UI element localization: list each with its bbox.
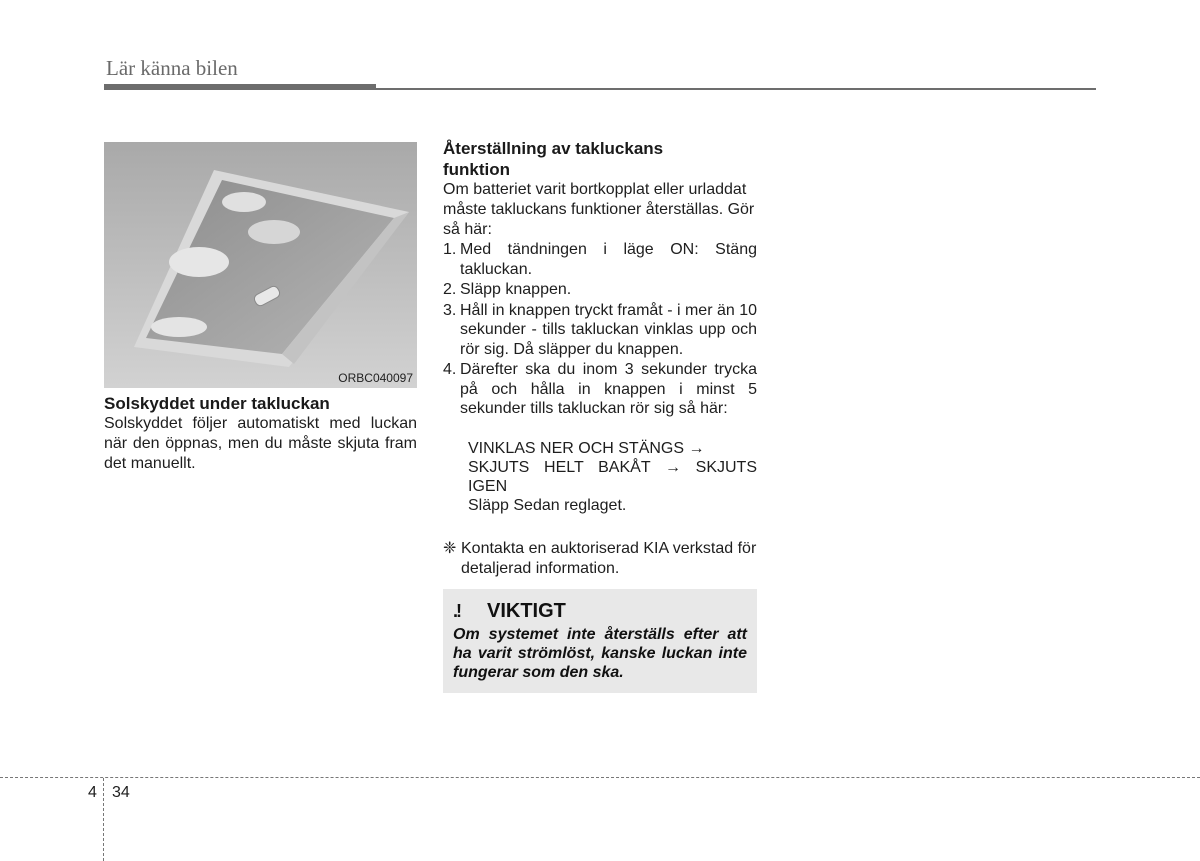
header-rule-thick	[104, 84, 376, 90]
footer-divider	[0, 777, 1200, 778]
step-item	[443, 280, 757, 300]
step-item	[443, 240, 757, 279]
sequence-line-2: SKJUTS HELT BAKÅT → SKJUTS IGEN	[468, 458, 757, 495]
step-number: 3.	[443, 301, 457, 319]
step-number: 4.	[443, 361, 457, 378]
warning-icon: .!	[453, 601, 460, 621]
reset-heading-line2: funktion	[443, 160, 511, 179]
page-header-title: Lär känna bilen	[106, 56, 238, 80]
warning-title: VIKTIGT	[487, 600, 566, 622]
note-symbol-icon: ❈	[443, 539, 457, 557]
reset-heading-line1: Återställning av takluckans	[443, 139, 664, 158]
reset-steps	[443, 240, 757, 419]
step-text: Med tändningen i läge ON: Stäng takluckan.	[460, 241, 757, 278]
sunroof-figure	[104, 142, 417, 388]
footer-vertical-divider	[103, 778, 104, 861]
step-number: 1.	[443, 241, 457, 258]
warning-text: Om systemet inte återställs efter att ha varit strömlöst, kanske luckan inte fungerar som den ska.	[453, 625, 747, 681]
step-number: 2.	[443, 281, 457, 298]
note-text: Kontakta en auktoriserad KIA verkstad för detaljerad information.	[461, 539, 757, 577]
figure-code: ORBC040097	[338, 371, 413, 385]
sequence-line-1: VINKLAS NER OCH STÄNGS →	[468, 439, 705, 457]
sunshade-body: Solskyddet följer automatiskt med luckan när den öppnas, men du måste skjuta fram det manuellt.	[104, 415, 417, 472]
right-column	[443, 138, 757, 693]
step-item	[443, 360, 757, 419]
page-number: 34	[112, 784, 130, 801]
step-text: Håll in knappen tryckt framåt - i mer än 10 sekunder - tills takluckan vinklas upp och rör sig. Då släpper du knappen.	[460, 301, 758, 358]
reset-intro: Om batteriet varit bortkopplat eller urladdat måste takluckans funktioner återställas. Gör så här:	[443, 181, 755, 238]
header-rule-thin	[376, 88, 1096, 90]
warning-box	[443, 589, 757, 693]
sequence-block	[468, 439, 757, 515]
service-note	[443, 539, 757, 579]
step-text: Därefter ska du inom 3 sekunder trycka på och hålla in knappen i minst 5 sekunder tills takluckan rör sig så här:	[460, 361, 757, 417]
warning-header	[453, 599, 747, 625]
sequence-line-3: Släpp Sedan reglaget.	[468, 496, 627, 514]
chapter-number: 4	[88, 784, 97, 801]
step-text: Släpp knappen.	[460, 281, 572, 298]
left-column	[104, 393, 417, 474]
reset-heading	[443, 138, 757, 180]
sunroof-illustration	[104, 142, 417, 388]
sunshade-heading: Solskyddet under takluckan	[104, 394, 330, 413]
step-item	[443, 301, 757, 360]
